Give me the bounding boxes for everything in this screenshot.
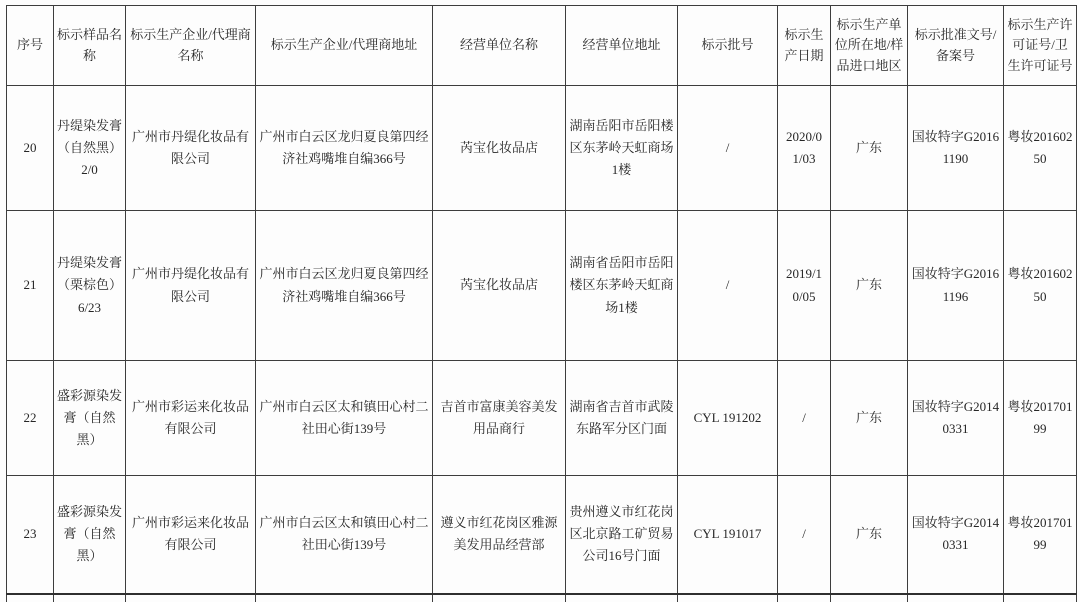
cell-sample-name: 丹缇染发膏（栗棕色）6/23 [54,211,126,361]
cell-manufacturer-name: 广州市彩运来化妆品有限公司 [126,476,256,594]
cell-empty [54,594,126,602]
cell-sample-name: 盛彩源染发膏（自然黑） [54,361,126,476]
cell-business-name: 芮宝化妆品店 [433,86,566,211]
cell-index: 23 [7,476,54,594]
cell-manufacturer-name: 广州市彩运来化妆品有限公司 [126,361,256,476]
cell-business-address: 湖南省吉首市武陵东路军分区门面 [566,361,678,476]
cell-approval-no: 国妆特字G20161196 [908,211,1004,361]
table-header [7,6,1077,86]
cell-business-name: 吉首市富康美容美发用品商行 [433,361,566,476]
column-header-index: 序号 [7,6,54,86]
cell-approval-no: 国妆特字G20140331 [908,476,1004,594]
column-header-batch-no: 标示批号 [678,6,778,86]
cell-index: 22 [7,361,54,476]
inspection-results-table [6,5,1077,602]
column-header-sample-name: 标示样品名称 [54,6,126,86]
table-row [7,211,1077,361]
cell-license-no: 粤妆20160250 [1004,86,1077,211]
cell-empty [1004,594,1077,602]
cell-manufacturer-address: 广州市白云区太和镇田心村二社田心街139号 [256,361,433,476]
cell-region: 广东 [831,361,908,476]
cell-batch-no: / [678,211,778,361]
cell-license-no: 粤妆20170199 [1004,476,1077,594]
cell-manufacturer-address: 广州市白云区太和镇田心村二社田心街139号 [256,476,433,594]
column-header-license-no: 标示生产许可证号/卫生许可证号 [1004,6,1077,86]
cell-production-date: / [778,476,831,594]
cell-business-address: 贵州遵义市红花岗区北京路工矿贸易公司16号门面 [566,476,678,594]
cell-empty [566,594,678,602]
cell-production-date: 2020/01/03 [778,86,831,211]
cell-batch-no: CYL 191017 [678,476,778,594]
cell-empty [778,594,831,602]
cell-index: 21 [7,211,54,361]
cell-batch-no: CYL 191202 [678,361,778,476]
cell-business-name: 芮宝化妆品店 [433,211,566,361]
table-row-partial [7,594,1077,602]
cell-region: 广东 [831,86,908,211]
cell-region: 广东 [831,211,908,361]
table-row [7,361,1077,476]
cell-business-address: 湖南省岳阳市岳阳楼区东茅岭天虹商场1楼 [566,211,678,361]
table-row [7,86,1077,211]
cell-manufacturer-name: 广州市丹缇化妆品有限公司 [126,86,256,211]
column-header-business-name: 经营单位名称 [433,6,566,86]
cell-manufacturer-name: 广州市丹缇化妆品有限公司 [126,211,256,361]
column-header-region: 标示生产单位所在地/样品进口地区 [831,6,908,86]
cell-manufacturer-address: 广州市白云区龙归夏良第四经济社鸡嘴堆自编366号 [256,86,433,211]
cell-empty [7,594,54,602]
cell-production-date: / [778,361,831,476]
cell-empty [908,594,1004,602]
cell-production-date: 2019/10/05 [778,211,831,361]
header-row [7,6,1077,86]
cell-sample-name: 丹缇染发膏（自然黑）2/0 [54,86,126,211]
cell-approval-no: 国妆特字G20140331 [908,361,1004,476]
column-header-approval-no: 标示批准文号/备案号 [908,6,1004,86]
cell-business-address: 湖南岳阳市岳阳楼区东茅岭天虹商场1楼 [566,86,678,211]
cell-index: 20 [7,86,54,211]
cell-empty [433,594,566,602]
column-header-manufacturer-address: 标示生产企业/代理商地址 [256,6,433,86]
table-row [7,476,1077,594]
cell-empty [831,594,908,602]
cell-region: 广东 [831,476,908,594]
column-header-production-date: 标示生产日期 [778,6,831,86]
column-header-manufacturer-name: 标示生产企业/代理商名称 [126,6,256,86]
cell-manufacturer-address: 广州市白云区龙归夏良第四经济社鸡嘴堆自编366号 [256,211,433,361]
cell-license-no: 粤妆20160250 [1004,211,1077,361]
cell-business-name: 遵义市红花岗区雅源美发用品经营部 [433,476,566,594]
cell-approval-no: 国妆特字G20161190 [908,86,1004,211]
cell-empty [126,594,256,602]
table-body [7,86,1077,602]
cell-batch-no: / [678,86,778,211]
cell-empty [256,594,433,602]
cell-sample-name: 盛彩源染发膏（自然黑） [54,476,126,594]
column-header-business-address: 经营单位地址 [566,6,678,86]
cell-license-no: 粤妆20170199 [1004,361,1077,476]
cell-empty [678,594,778,602]
